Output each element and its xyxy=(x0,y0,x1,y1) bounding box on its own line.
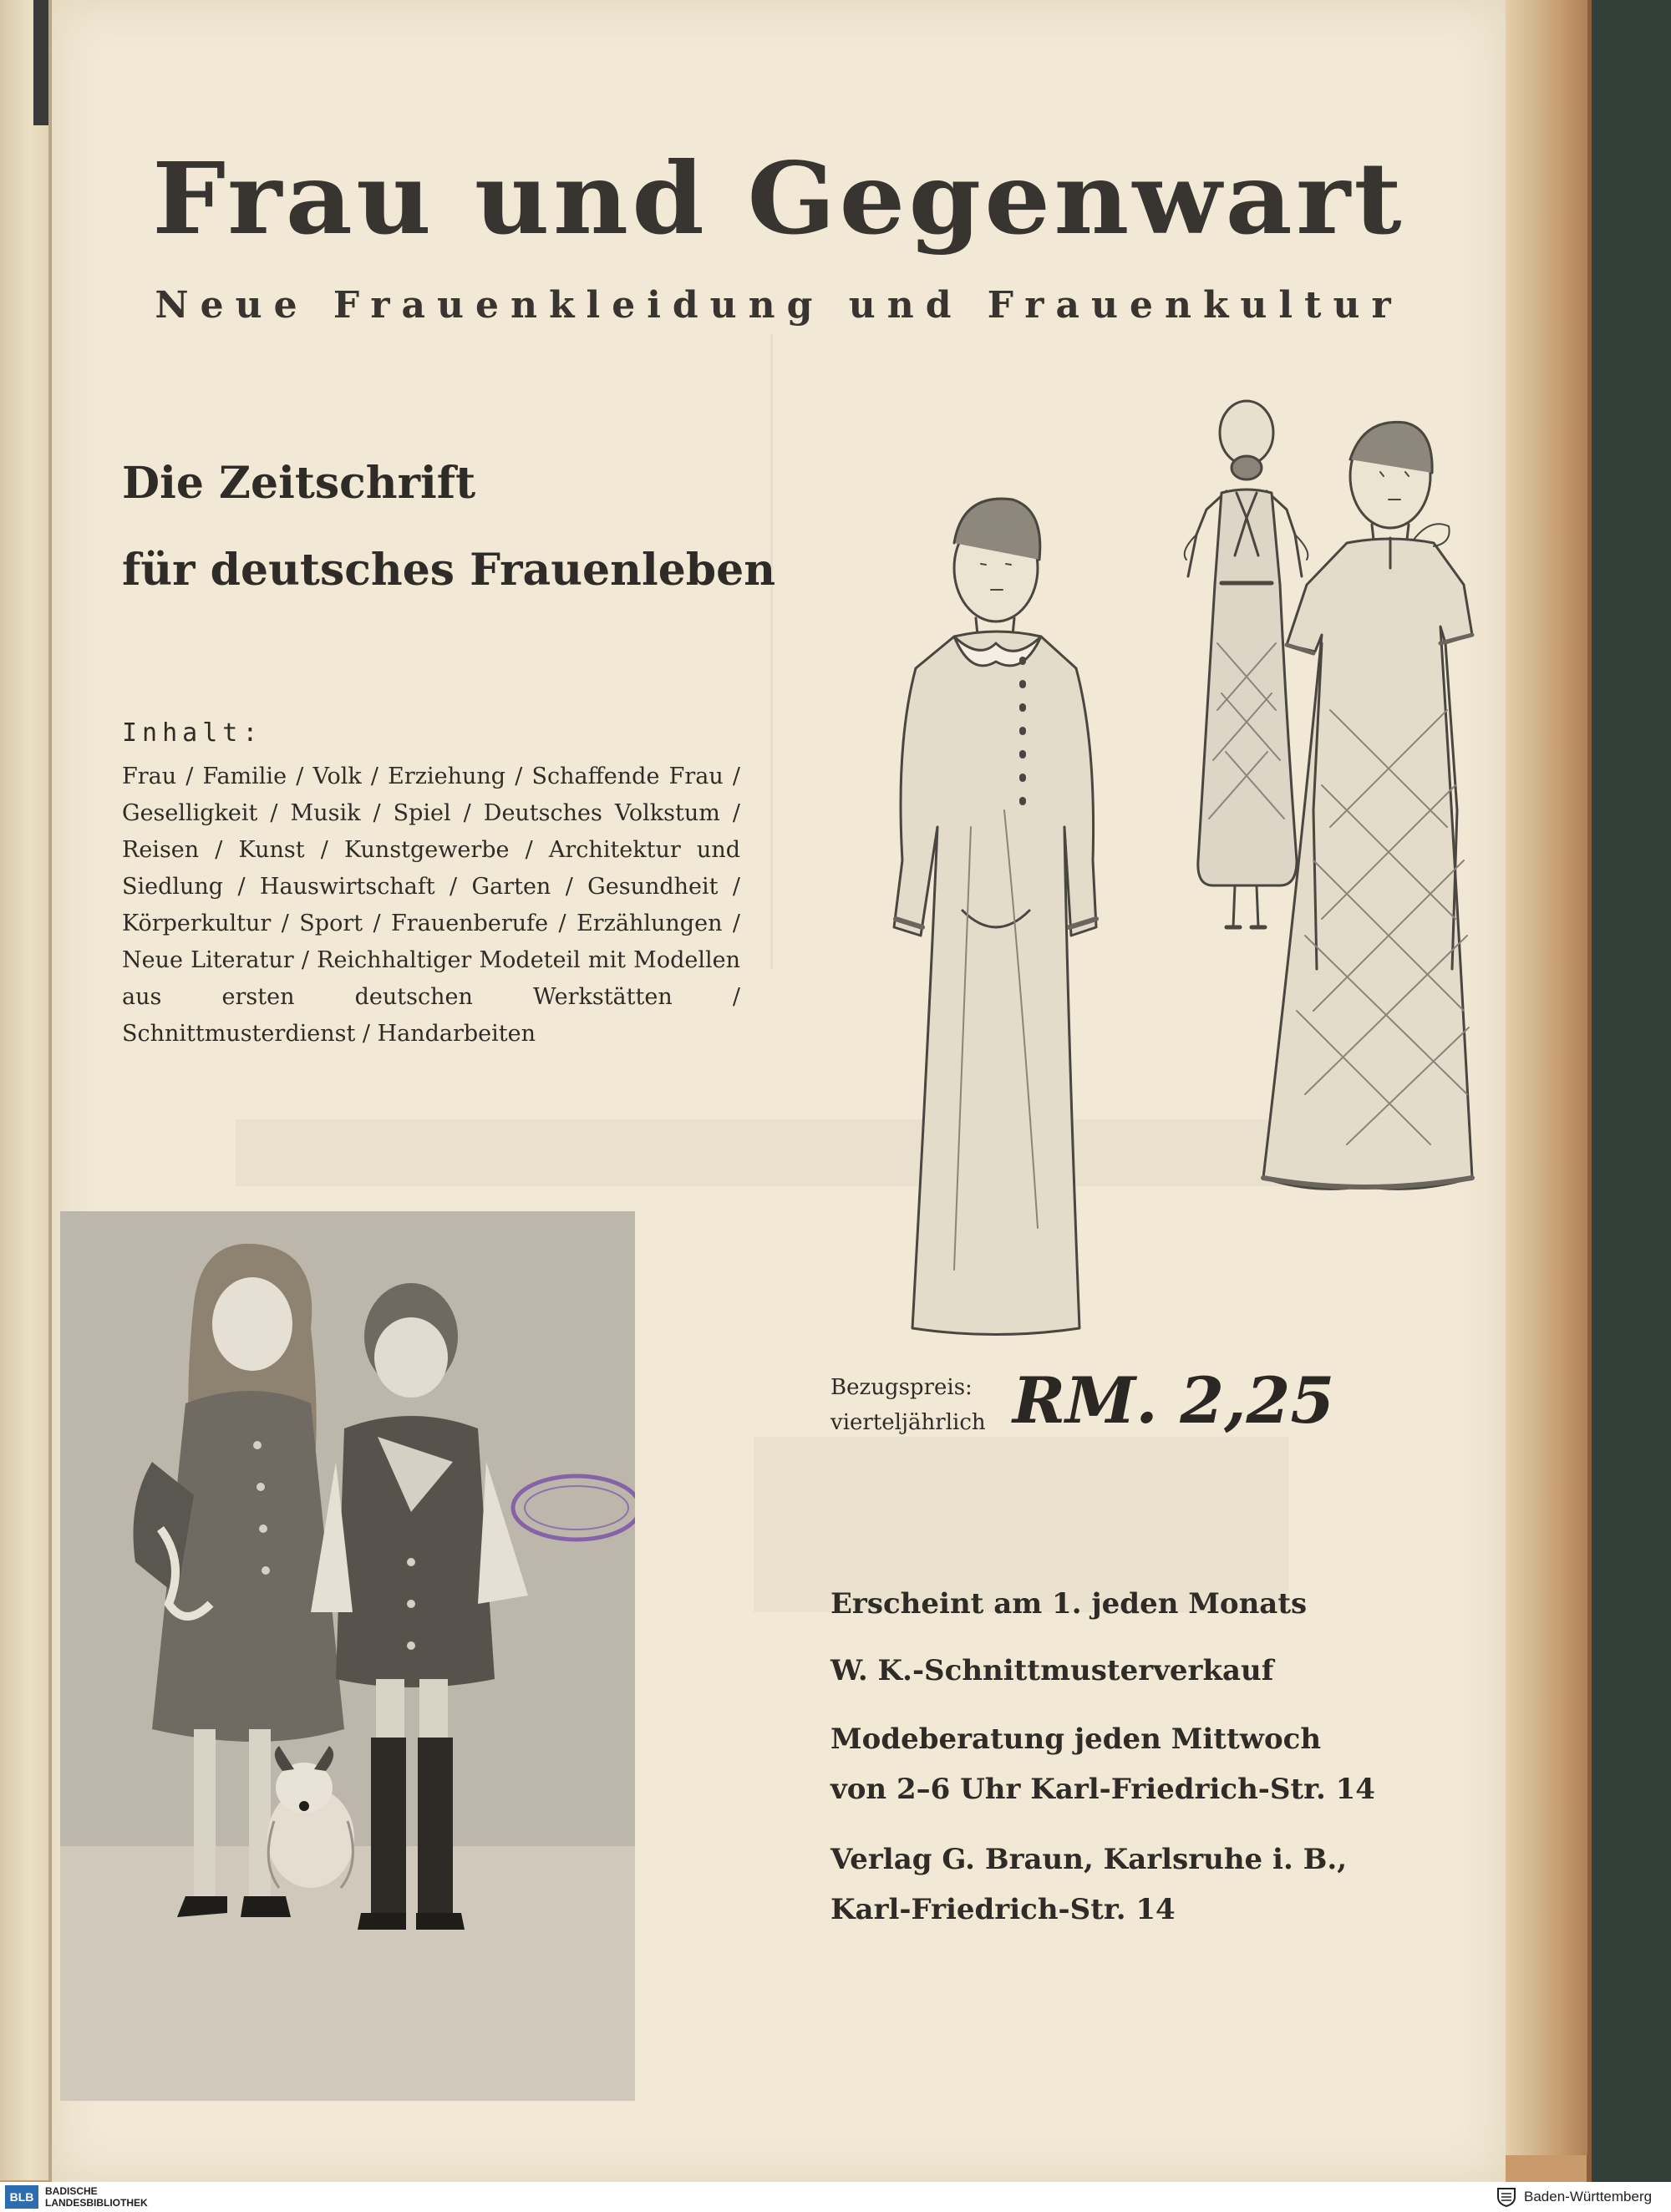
bleed-through-bar xyxy=(754,1437,1288,1612)
library-name-line-2: LANDESBIBLIOTHEK xyxy=(45,2197,148,2209)
figure-front-left xyxy=(894,499,1096,1334)
children-photograph xyxy=(60,1211,635,2101)
info-advice-hours: von 2–6 Uhr Karl-Friedrich-Str. 14 xyxy=(830,1773,1375,1806)
info-fashion-advice: Modeberatung jeden Mittwoch xyxy=(830,1722,1322,1756)
tagline-line-2: für deutsches Frauenleben xyxy=(122,545,776,596)
info-pattern-sales: W. K.-Schnittmusterverkauf xyxy=(830,1654,1274,1687)
price-label-line-2: vierteljährlich xyxy=(830,1410,986,1435)
figure-back-view xyxy=(1185,401,1308,927)
blb-logo[interactable]: BLB xyxy=(5,2185,38,2209)
library-name xyxy=(45,2185,148,2209)
magazine-subtitle: Neue Frauenkleidung und Frauenkultur xyxy=(155,284,1403,327)
info-publisher-address: Karl-Friedrich-Str. 14 xyxy=(830,1893,1176,1926)
contents-list: Frau / Familie / Volk / Erziehung / Schaffende Frau / Geselligkeit / Musik / Spiel / Deutsches Volkstum / Reisen / Kunst / Kunstgewerbe / Architektur und Siedlung / Hauswirtschaft / Garten / Gesundheit / Körperkultur / Sport / Frauenberufe / Erzählungen / Neue Literatur / Reichhaltiger Modeteil mit Modellen aus ersten deutschen Werkstätten / Schnittmusterdienst / Handarbeiten xyxy=(122,764,740,1047)
price-value: RM. 2,25 xyxy=(1013,1363,1335,1438)
contents-label: Inhalt: xyxy=(122,718,263,748)
magazine-page xyxy=(52,0,1506,2184)
info-publication-schedule: Erscheint am 1. jeden Monats xyxy=(830,1587,1308,1621)
fashion-illustration xyxy=(829,393,1514,1345)
info-publisher: Verlag G. Braun, Karlsruhe i. B., xyxy=(830,1843,1348,1876)
magazine-title: Frau und Gegenwart xyxy=(152,140,1405,256)
state-label: Baden-Württemberg xyxy=(1524,2189,1653,2204)
binding-line xyxy=(48,0,51,2180)
tagline-line-1: Die Zeitschrift xyxy=(122,458,476,509)
coat-of-arms-icon xyxy=(1496,2187,1517,2207)
viewer-footer xyxy=(0,2182,1671,2212)
binding-strip xyxy=(0,0,50,2180)
price-label-line-1: Bezugspreis: xyxy=(830,1375,973,1400)
library-name-line-1: BADISCHE xyxy=(45,2185,98,2197)
spine-tape xyxy=(33,0,50,125)
